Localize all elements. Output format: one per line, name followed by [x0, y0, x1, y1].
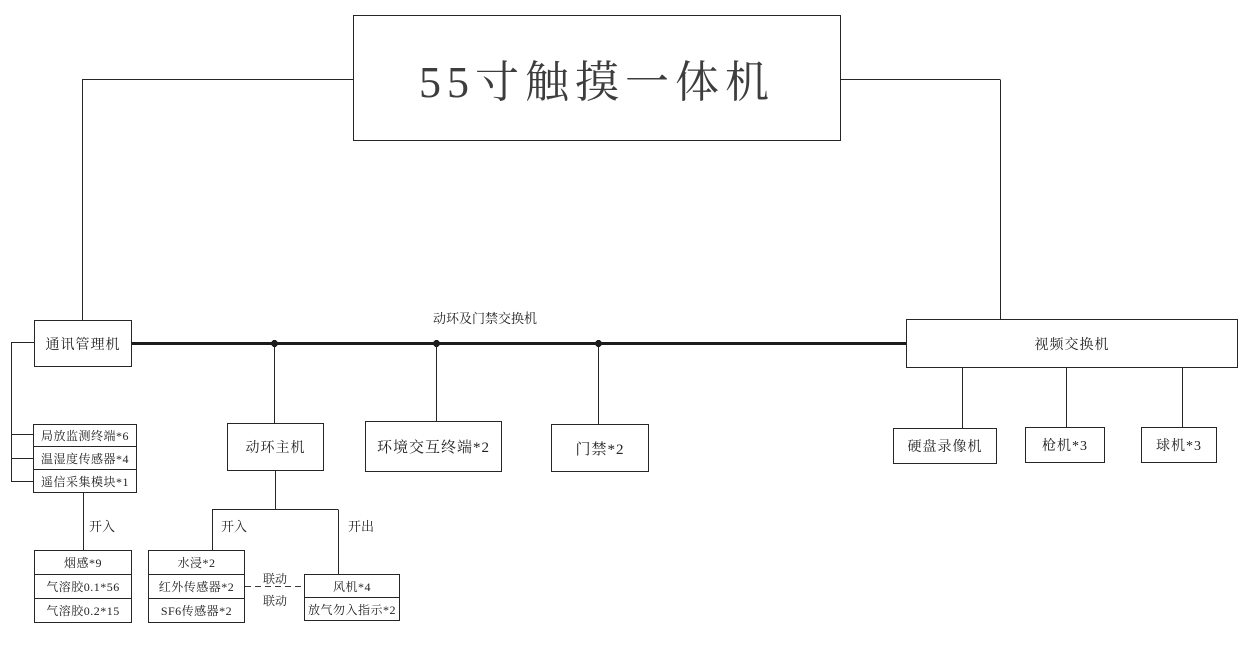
node-dvr-label: 硬盘录像机	[907, 440, 983, 455]
node-donghuan-host-label: 动环主机	[245, 441, 306, 456]
node-dome-camera-label: 球机*3	[1156, 439, 1202, 454]
node-infrared-sensor-label: 红外传感器*2	[158, 580, 235, 594]
node-pd-monitor-terminal	[33, 424, 137, 447]
node-smoke-detector-label: 烟感*9	[63, 556, 102, 570]
node-touch-panel-label: 55寸触摸一体机	[419, 58, 775, 107]
bus-junction-dot	[271, 340, 278, 347]
node-water-leak-sensor	[148, 550, 245, 575]
node-access-control-label: 门禁*2	[575, 441, 625, 458]
edge-label-open-in-host: 开入	[221, 519, 248, 534]
edge-label-open-in-comm: 开入	[89, 519, 116, 534]
node-gas-release-indicator-label: 放气勿入指示*2	[307, 602, 396, 617]
node-water-leak-sensor-label: 水浸*2	[177, 556, 216, 570]
comm-sensor-stack	[33, 424, 137, 493]
edge-label-open-out-host: 开出	[348, 519, 375, 534]
fan-output-stack	[304, 574, 400, 621]
bus-junction-dot	[595, 340, 602, 347]
node-fan-label: 风机*4	[332, 579, 371, 594]
node-dome-camera	[1141, 427, 1217, 463]
node-infrared-sensor	[148, 574, 245, 599]
node-gun-camera	[1025, 427, 1105, 463]
bus-label: 动环及门禁交换机	[433, 311, 538, 326]
node-smoke-detector	[34, 550, 132, 575]
node-env-terminal-label: 环境交互终端*2	[376, 440, 490, 456]
edge-label-linkage-bottom: 联动	[263, 594, 288, 608]
node-gun-camera-label: 枪机*3	[1042, 439, 1088, 454]
node-touch-panel	[353, 15, 841, 141]
node-temp-humidity-sensor	[33, 446, 137, 470]
node-fan	[304, 574, 400, 598]
node-env-terminal	[365, 421, 502, 472]
node-comm-manager	[34, 320, 132, 367]
node-aerosol-02	[34, 598, 132, 623]
node-dvr	[893, 428, 997, 464]
node-remote-signal-module	[33, 469, 137, 493]
edge-label-linkage-top: 联动	[263, 572, 288, 586]
node-aerosol-01-label: 气溶胶0.1*56	[46, 580, 120, 594]
node-sf6-sensor-label: SF6传感器*2	[160, 604, 233, 618]
bus-junction-dot	[433, 340, 440, 347]
smoke-aerosol-stack	[34, 550, 132, 623]
node-remote-signal-module-label: 遥信采集模块*1	[40, 474, 129, 489]
node-gas-release-indicator	[304, 597, 400, 621]
water-sensor-stack	[148, 550, 245, 623]
node-comm-manager-label: 通讯管理机	[45, 337, 121, 353]
node-aerosol-02-label: 气溶胶0.2*15	[46, 604, 120, 618]
node-donghuan-host	[227, 423, 324, 471]
node-video-switch-label: 视频交换机	[1034, 337, 1110, 353]
node-temp-humidity-sensor-label: 温湿度传感器*4	[40, 451, 129, 466]
node-video-switch	[906, 319, 1238, 368]
node-pd-monitor-terminal-label: 局放监测终端*6	[40, 429, 129, 443]
node-sf6-sensor	[148, 598, 245, 623]
node-aerosol-01	[34, 574, 132, 599]
node-access-control	[551, 424, 649, 472]
